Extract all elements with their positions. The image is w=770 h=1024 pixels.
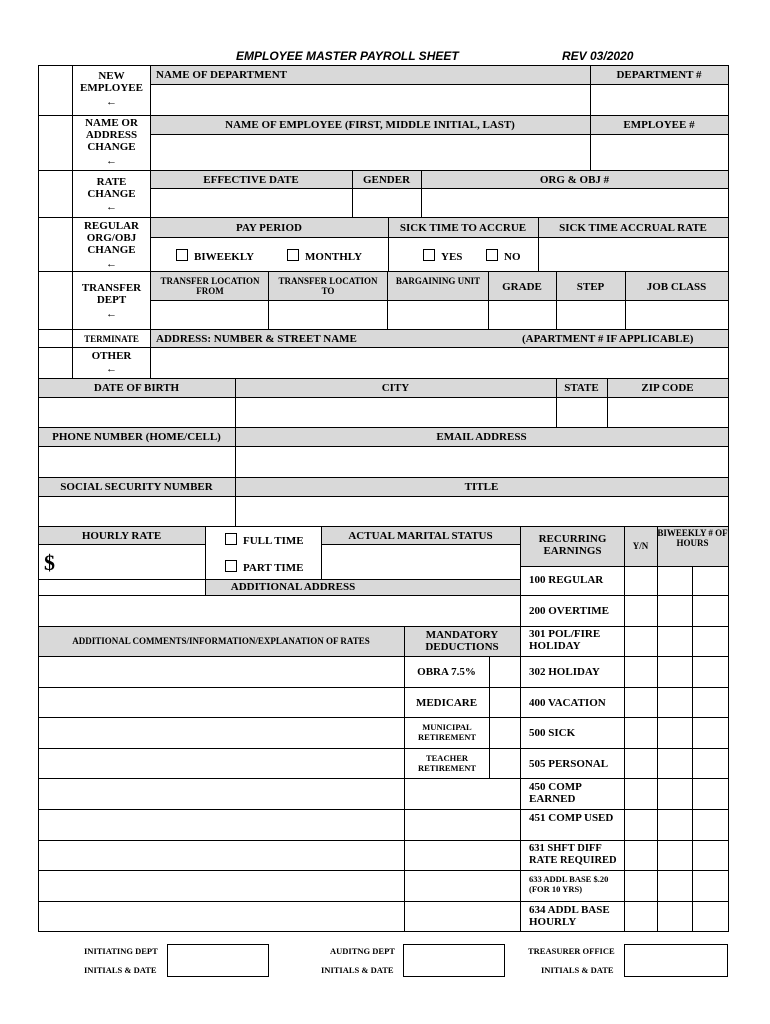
marital-status-label: ACTUAL MARITAL STATUS [348,530,493,542]
revision-label: REV 03/2020 [562,49,634,63]
earning-row-label: 450 COMP EARNED [529,781,582,805]
transfer-dept-checkbox[interactable] [38,271,72,329]
deduction-municipal: MUNICIPAL RETIREMENT [417,722,477,742]
yes-text: YES [441,251,463,263]
new-employee-label: NEW EMPLOYEE [80,70,143,94]
additional-address-field[interactable] [39,596,520,625]
additional-address-label: ADDITIONAL ADDRESS [230,581,356,593]
earning-row-label: 505 PERSONAL [529,758,609,770]
regular-change-label: REGULAR ORG/OBJ CHANGE [83,220,139,256]
yes-checkbox[interactable] [423,249,435,261]
job-class-label: JOB CLASS [646,281,707,293]
zip-label: ZIP CODE [641,382,694,394]
additional-comments-label: ADDITIONAL COMMENTS/INFORMATION/EXPLANATION OF RATES [72,636,370,646]
effective-date-label: EFFECTIVE DATE [203,174,299,186]
employee-number-field[interactable] [591,135,728,169]
recurring-earnings-label: RECURRING EARNINGS [538,533,607,557]
department-number-label: DEPARTMENT # [616,69,702,81]
step-field[interactable] [557,301,624,328]
deduction-medicare: MEDICARE [415,697,478,709]
state-label: STATE [564,382,599,394]
transfer-dept-label: TRANSFER DEPT [81,282,142,306]
no-checkbox[interactable] [486,249,498,261]
employee-name-label: NAME OF EMPLOYEE (FIRST, MIDDLE INITIAL, LAST) [225,119,515,131]
rate-change-checkbox[interactable] [38,170,72,217]
earning-row-label: 400 VACATION [529,697,606,709]
org-obj-field[interactable] [422,189,728,216]
pay-period-label: PAY PERIOD [236,222,302,234]
earning-row-label: 634 ADDL BASE HOURLY [529,904,610,928]
employee-name-field[interactable] [151,135,589,169]
auditing-initials-label: INITIALS & DATE [321,965,394,975]
form-title: EMPLOYEE MASTER PAYROLL SHEET [236,49,459,63]
city-field[interactable] [236,398,555,426]
earning-row-label: 100 REGULAR [529,574,604,586]
regular-change-checkbox[interactable] [38,217,72,271]
arrow-icon: ← [106,308,117,320]
sick-time-rate-field[interactable] [539,238,728,270]
arrow-icon: ← [106,258,117,270]
earning-row-label: 451 COMP USED [529,812,614,824]
earning-row-label: 200 OVERTIME [529,605,609,617]
terminate-checkbox[interactable] [38,329,72,378]
full-time-checkbox[interactable] [225,533,237,545]
phone-field[interactable] [39,447,234,476]
transfer-from-label: TRANSFER LOCATION FROM [160,276,260,296]
grade-label: GRADE [502,281,542,293]
bargaining-unit-label: BARGAINING UNIT [395,276,481,286]
medicare-field[interactable] [490,688,520,716]
mandatory-deductions-label: MANDATORY DEDUCTIONS [425,629,499,653]
deduction-teacher: TEACHER RETIREMENT [417,753,477,773]
department-name-field[interactable] [151,85,589,114]
sick-time-accrue-label: SICK TIME TO ACCRUE [399,222,527,234]
address-label: ADDRESS: NUMBER & STREET NAME [156,333,357,345]
hourly-rate-label: HOURLY RATE [81,530,162,542]
transfer-from-field[interactable] [151,301,267,328]
title-label: TITLE [464,481,499,493]
title-field[interactable] [236,497,728,526]
monthly-option[interactable] [287,249,362,263]
state-field[interactable] [557,398,606,426]
transfer-to-field[interactable] [269,301,386,328]
arrow-icon: ← [106,96,117,108]
biweekly-hours-label: BIWEEKLY # OF HOURS [657,528,728,548]
initiating-dept-label: INITIATING DEPT [84,946,158,956]
hourly-rate-field[interactable] [62,546,204,578]
treasurer-initials-field[interactable] [624,944,728,977]
arrow-icon: ← [106,363,117,375]
dob-label: DATE OF BIRTH [93,382,180,394]
full-time-text: FULL TIME [243,535,304,547]
dob-field[interactable] [39,398,234,426]
no-option[interactable] [486,249,521,263]
gender-label: GENDER [362,174,411,186]
other-label: OTHER [91,350,132,362]
employee-number-label: EMPLOYEE # [623,119,695,131]
arrow-icon: ← [106,201,117,213]
address-field[interactable] [151,348,728,378]
step-label: STEP [576,281,605,293]
part-time-text: PART TIME [243,562,304,574]
earning-row-label: 631 SHFT DIFF RATE REQUIRED [529,843,617,866]
marital-status-field[interactable] [322,545,520,578]
name-change-checkbox[interactable] [38,115,72,170]
treasurer-office-label: TREASURER OFFICE [528,946,615,956]
phone-label: PHONE NUMBER (HOME/CELL) [52,431,221,443]
department-name-label: NAME OF DEPARTMENT [156,69,287,81]
bargaining-unit-field[interactable] [388,301,487,328]
effective-date-field[interactable] [151,189,351,216]
dollar-sign: $ [44,550,55,575]
email-label: EMAIL ADDRESS [436,431,527,443]
biweekly-checkbox[interactable] [176,249,188,261]
initiating-initials-field[interactable] [167,944,269,977]
job-class-field[interactable] [626,301,728,328]
auditing-initials-field[interactable] [403,944,505,977]
part-time-checkbox[interactable] [225,560,237,572]
rate-change-label: RATE CHANGE [87,176,136,200]
earning-row-label: 302 HOLIDAY [529,666,600,678]
biweekly-option[interactable] [176,249,254,263]
comments-field[interactable] [39,657,403,931]
yn-label: Y/N [632,541,649,551]
treasurer-initials-label: INITIALS & DATE [541,965,614,975]
zip-field[interactable] [608,398,728,426]
transfer-to-label: TRANSFER LOCATION TO [278,276,378,296]
earning-row-label: 301 POL/FIRE HOLIDAY [529,628,601,652]
arrow-icon: ← [106,155,117,167]
apartment-label: (APARTMENT # IF APPLICABLE) [522,333,694,345]
org-obj-label: ORG & OBJ # [539,174,610,186]
monthly-text: MONTHLY [305,251,363,263]
name-change-label: NAME OR ADDRESS CHANGE [85,117,138,153]
obra-field[interactable] [490,657,520,686]
earning-row-label: 633 ADDL BASE $.20 (FOR 10 YRS) [529,874,609,894]
city-label: CITY [381,382,410,394]
biweekly-text: BIWEEKLY [194,251,255,263]
part-time-option[interactable] [225,560,303,574]
ssn-field[interactable] [39,497,234,526]
yes-option[interactable] [423,249,462,263]
gender-field[interactable] [353,189,420,216]
no-text: NO [504,251,521,263]
sick-time-rate-label: SICK TIME ACCRUAL RATE [559,222,707,234]
auditing-dept-label: AUDITNG DEPT [330,946,395,956]
municipal-field[interactable] [490,718,520,747]
email-field[interactable] [236,447,728,476]
new-employee-checkbox[interactable] [38,65,72,115]
earning-row-label: 500 SICK [529,727,576,739]
monthly-checkbox[interactable] [287,249,299,261]
terminate-label: TERMINATE [84,334,139,344]
full-time-option[interactable] [225,533,304,547]
grade-field[interactable] [489,301,555,328]
initiating-initials-label: INITIALS & DATE [84,965,157,975]
deduction-obra: OBRA 7.5% [417,666,476,678]
teacher-field[interactable] [490,749,520,777]
department-number-field[interactable] [591,85,728,114]
ssn-label: SOCIAL SECURITY NUMBER [60,481,213,493]
